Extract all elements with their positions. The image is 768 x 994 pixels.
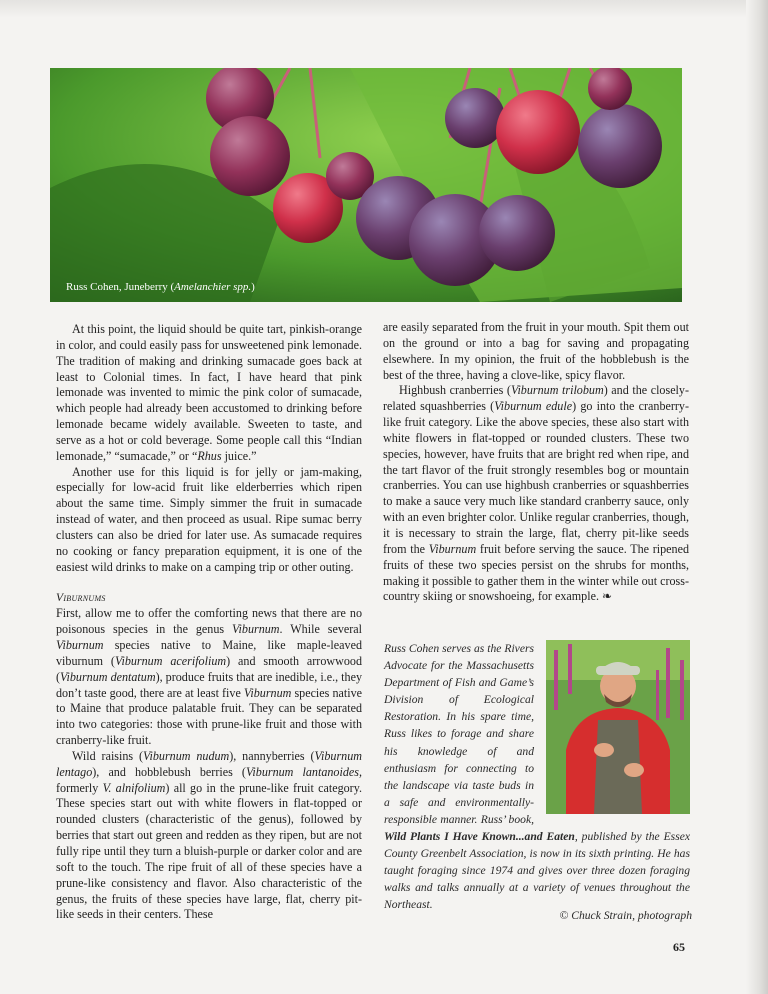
page-top-shadow [0,0,768,18]
paragraph: Highbush cranberries (Viburnum trilobum) and the closely-related squashberries (Viburnum edule) go into the cranberry-like fruit category. Like the above species, these also start with white flowers in flat-topped or rounded clusters. These two species, however, have fruits that are bright red when ripe, and the tart flavor of the fruit strongly resembles bog or mountain cranberries. You can use highbush cranberries or squashberries to make a sauce very much like standard cranberry sauce, only with an even brighter color. Unlike regular cranberries, though, it is necessary to strain the large, flat, cherry pit-like seeds from the Viburnum fruit before serving the sauce. The ripened fruits of these two species persist on the shrubs for months, making it possible to gather them in the winter while out cross-country skiing or snowshoeing, for example. ❧ [383,383,689,604]
paragraph: are easily separated from the fruit in your mouth. Spit them out on the ground or into a bag for saving and propagating elsewhere. In my opinion, the fruit of the hobblebush is the best of the three, having a clove-like, spicy flavor. [383,320,689,382]
paragraph: First, allow me to offer the comforting news that there are no poisonous species in the genus Viburnum. While several Viburnum species native to Maine, like maple-leaved viburnum (Viburnum acerifolium) and smooth arrowwood (Viburnum dentatum), produce fruits that are inedible, i.e., they don’t taste good, there are at least five Viburnum species native to Maine that produce palatable fruit. They can be separated into two categories: those with prune-like fruit and those with cranberry-like fruit. [56,606,362,748]
author-bio [384,640,690,914]
section-heading: Viburnums [56,591,106,604]
photo-credit: © Chuck Strain, photograph [559,909,692,922]
book-title: Wild Plants I Have Known...and Eaten [384,830,575,844]
paragraph: Wild raisins (Viburnum nudum), nannyberries (Viburnum lentago), and hobblebush berries (Viburnum lantanoides, formerly V. alnifolium) all go in the prune-like fruit category. These species start out with white flowers in flat-topped or rounded clusters (characteristic of the genus), followed by berries that start out green and redden as they ripen, but are not fully ripe until they turn a bluish-purple or darker color and are soft to the touch. The ripe fruit of all of these species have a prune-like consistency and flavor. Also characteristic of the genus, the fruits of these species have large, flat, cherry pit-like seeds in their centers. These [56,748,362,922]
juneberry-photo [50,68,682,302]
author-bio-text: Russ Cohen serves as the Rivers Advocate for the Massachusetts Department of Fish and Game’s Division of Ecological Restoration. In his spare time, Russ likes to forage and share his knowledge of and enthusiasm for connecting to the landscape via taste buds in a safe and environmentally-responsible manner. Russ’ book, Wild Plants I Have Known...and Eaten, published by the Essex County Greenbelt Association, is now in its sixth printing. He has taught foraging since 1974 and gives over three dozen foraging walks and talks annually at a variety of venues throughout the Northeast. [384,642,690,912]
paragraph: At this point, the liquid should be quite tart, pinkish-orange in color, and could easily pass for unsweetened pink lemonade. The tradition of making and drinking sumacade goes back at least to Colonial times. In fact, I have heard that pink lemonade was invented to mimic the pink color of sumacade, which people had already been accustomed to drinking before lemonade became widely available. Sweeten to taste, and serve as a hot or cold beverage. Some people call this “Indian lemonade,” “sumacade,” or “Rhus juice.” [56,322,362,463]
portrait-spacer [534,640,690,823]
juneberry-illustration [50,68,682,302]
photo-caption: Russ Cohen, Juneberry (Amelanchier spp.) [66,281,255,293]
page-number: 65 [673,940,685,954]
paragraph: Another use for this liquid is for jelly or jam-making, especially for low-acid fruit like elderberries which ripen about the same time. Simply simmer the fruit in sumacade instead of water, and then proceed as usual. Ripe sumac berry clusters can also be dried for later use. As sumacade requires no cooking or fancy preparation equipment, it is one of the easiest wild drinks to make on a camping trip or other outing. [56,464,362,574]
page-edge [746,0,768,994]
article-column-left [56,322,362,923]
article-column-right [383,320,689,605]
